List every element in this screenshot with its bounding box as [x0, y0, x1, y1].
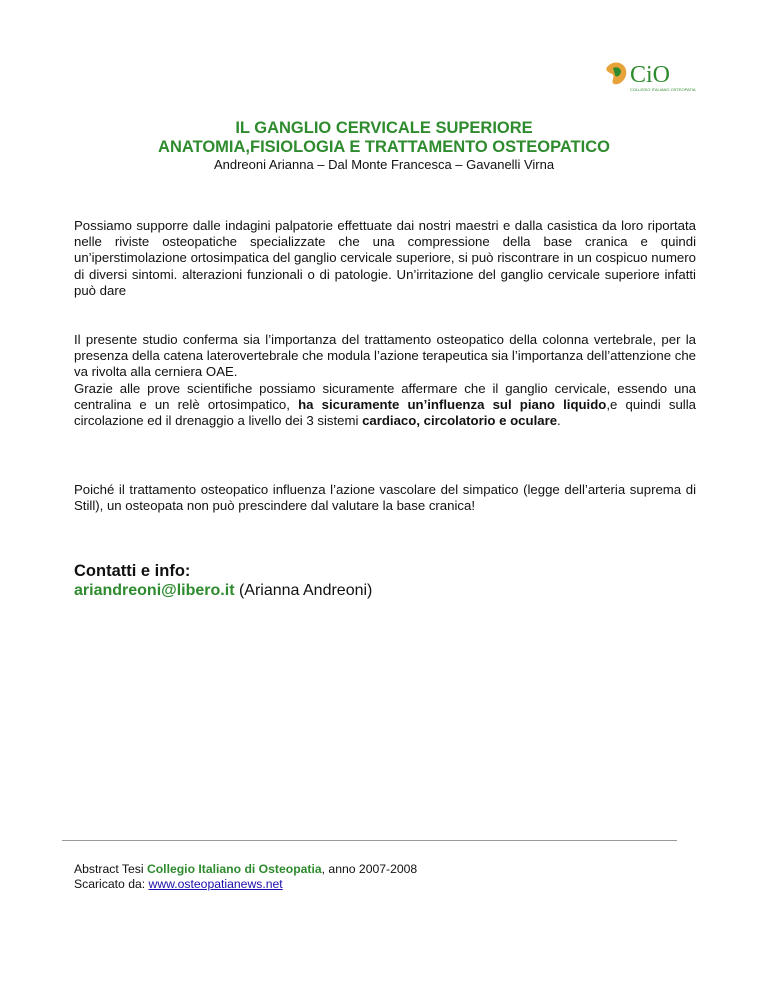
- footer-line-1: [74, 862, 417, 877]
- footer-year: , anno 2007-2008: [321, 862, 418, 876]
- paragraph-1: [74, 218, 696, 299]
- paragraph-2b-mid: ,e quindi sulla circolazione ed il drenaggio a livello dei 3 sistemi: [74, 396, 696, 429]
- paragraph-2: [74, 332, 696, 429]
- footer-source-label: Scaricato da:: [74, 877, 149, 891]
- paragraph-2b-bold-2: cardiaco, circolatorio e oculare: [362, 413, 558, 429]
- paragraph-3: [74, 482, 696, 514]
- paragraph-2a-text: Il presente studio conferma sia l’importanza del trattamento osteopatico della colonna vertebrale, per la presenza della catena laterovertebrale che modula l’azione terapeutica sia l’importanza dell’attenzione che va rivolta alla cerniera OAE.: [74, 332, 696, 380]
- paragraph-2b-text: [74, 381, 696, 430]
- footer: [74, 862, 417, 892]
- authors: Andreoni Arianna – Dal Monte Francesca – Gavanelli Virna: [213, 157, 555, 172]
- contact-email[interactable]: ariandreoni@libero.it: [74, 582, 235, 599]
- logo-text: CiO: [630, 62, 671, 88]
- contacts-line: [74, 582, 372, 600]
- footer-org: Collegio Italiano di Osteopatia: [146, 862, 322, 876]
- contact-name: (Arianna Andreoni): [234, 582, 373, 599]
- footer-abstract-label: Abstract Tesi: [74, 862, 147, 876]
- title-line-1: IL GANGLIO CERVICALE SUPERIORE: [235, 119, 533, 137]
- paragraph-1-text: Possiamo supporre dalle indagini palpatorie effettuate dai nostri maestri e dalla casistica da loro riportata nelle riviste osteopatiche specializzate che una compressione della base cranica e quindi un’iperstimolazione ortosimpatica del ganglio cervicale superiore, si può riscontrare in un cospicuo numero di diversi sintomi. alterazioni funzionali o di patologie. Un’irritazione del ganglio cervicale superiore infatti può dare: [74, 218, 696, 298]
- footer-line-2: [74, 877, 417, 892]
- footer-divider: [62, 840, 677, 841]
- title-line-2: ANATOMIA,FISIOLOGIA E TRATTAMENTO OSTEOPATICO: [158, 138, 610, 156]
- paragraph-2b-start: Grazie alle prove scientifiche possiamo sicuramente affermare che il ganglio cervicale, essendo una centralina e un relè ortosimpatico,: [74, 380, 696, 412]
- contacts-heading: Contatti e info:: [74, 562, 191, 580]
- footer-source-link[interactable]: www.osteopatianews.net: [148, 877, 283, 891]
- paragraph-2b-end: .: [557, 413, 561, 429]
- logo-tagline: COLLEGIO ITALIANO OSTEOPATIA: [630, 87, 696, 92]
- cio-logo: [604, 58, 708, 94]
- paragraph-2b-bold-1: ha sicuramente un’influenza sul piano liquido: [298, 396, 607, 412]
- paragraph-3-text: Poiché il trattamento osteopatico influenza l’azione vascolare del simpatico (legge dell’arteria suprema di Still), un osteopata non può prescindere dal valutare la base cranica!: [74, 482, 696, 514]
